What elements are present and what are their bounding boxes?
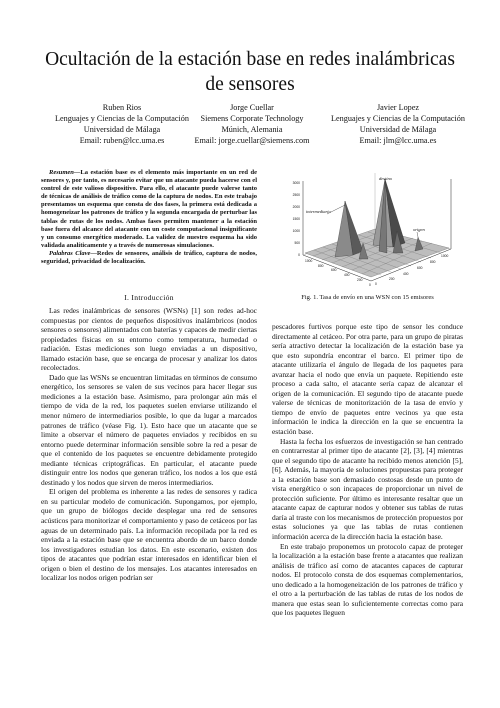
x-tick: 0 [369, 283, 371, 287]
y-tick: 600 [417, 266, 423, 270]
figure-traffic-surface [275, 171, 463, 287]
paper-title: Ocultación de la estación base en redes inalámbricas de sensores [45, 49, 455, 95]
x-tick: 800 [318, 264, 324, 268]
keywords-paragraph [41, 250, 257, 266]
paragraph: Hasta la fecha los esfuerzos de investigación se han centrado en contrarrestar al primer tipo de atacante [2], [3], [4] mientras que el segundo tipo de atacante ha recibido menos atención [5], [6]. Además, la mayoría de soluciones propuestas para proteger a la estación base son demasiado costosas desde un punto de vista energético o son incapaces de proporcionar un nivel de protección suficiente. Por último es interesante resaltar que un atacante capaz de capturar nodos y obtener sus tablas de rutas daría al traste con los mecanismos de protección propuestos por estas soluciones ya que las tablas de rutas contienen información acerca de la dirección hacia la estación base. [272, 436, 463, 542]
x-tick: 400 [344, 273, 350, 277]
author-org: Múnich, Alemania [221, 125, 283, 134]
author-affiliation: Siemens Corporate Technology [200, 114, 304, 123]
z-tick: 500 [294, 241, 300, 245]
paragraph: El origen del problema es inherente a las redes de sensores y radica en su particular modelo de comunicación. Supongamos, por ejemplo, que un grupo de biólogos decide desplegar una red de sensores acústicos para monitorizar el comportamiento y paso de cetáceos por las aguas de un determinado país. La información recopilada por la red es enviada a la estación base que se encuentra abordo de un barco donde los investigadores estudian los datos. En este escenario, existen dos tipos de atacantes que podrían estar interesados en identificar bien el origen o bien el destino de los mensajes. Los atacantes interesados en localizar los nodos origen podrían ser [41, 487, 257, 583]
author-org: Universidad de Málaga [359, 125, 437, 134]
abstract [41, 169, 257, 266]
author-name: Jorge Cuellar [230, 103, 274, 112]
author-email: Email: jorge.cuellar@siemens.com [194, 136, 310, 145]
x-tick: 1000 [305, 259, 313, 263]
author-name: Javier Lopez [376, 103, 420, 112]
paragraph: pescadores furtivos porque este tipo de sensor les conduce directamente al cetáceo. Por otra parte, para un grupo de piratas sería atractivo detectar la localización de la estación base ya que esto supondría encontrar el barco. El primer tipo de atacante utilizaría el ángulo de llegada de los paquetes para avanzar hacia el nodo que envía un paquete. Repitiendo este proceso a cada salto, el atacante sería capaz de alcanzar el origen de la comunicación. El segundo tipo de atacante puede valerse de técnicas de monitorización de la tasa de envío y tiempo de envío de paquetes entre vecinos ya que esta información le indica la dirección en la que se encuentra la estación base. [272, 322, 463, 437]
section-heading: I. Introducción [124, 293, 174, 302]
author-org: Universidad de Málaga [83, 125, 161, 134]
left-column [41, 306, 257, 583]
y-tick: 200 [389, 277, 395, 281]
label-origen: origen [413, 227, 425, 232]
author-affiliation: Lenguajes y Ciencias de la Computación [55, 114, 189, 123]
y-tick: 1000 [441, 254, 449, 258]
surface-plot [275, 171, 463, 287]
y-tick: 0 [375, 282, 377, 286]
x-tick: 200 [357, 278, 363, 282]
right-column [272, 322, 463, 618]
z-tick: 2500 [292, 193, 300, 197]
figure-caption: Fig. 1. Tasa de envío en una WSN con 15 emisores [301, 294, 434, 301]
keywords-label: Palabras Clave [49, 249, 91, 257]
keywords-text: —Redes de sensores, análisis de tráfico, captura de nodos, seguridad, privacidad de localización. [41, 249, 257, 266]
author-block-cuellar [187, 102, 317, 146]
z-tick: 1500 [292, 217, 300, 221]
paragraph: Las redes inalámbricas de sensores (WSNs) [1] son redes ad-hoc compuestas por cientos de pequeños dispositivos inalámbricos (nodos sensores o sensores) alimentados con baterías y capaces de medir ciertas propiedades físicas en su entorno como temperatura, humedad o radiación. Estas mediciones son luego enviadas a un dispositivo, llamado estación base, que se encarga de procesar y analizar los datos recolectados. [41, 306, 257, 373]
z-tick: 0 [298, 253, 300, 257]
y-tick: 800 [430, 260, 436, 264]
author-name: Ruben Rios [102, 103, 142, 112]
author-block-rios [42, 102, 202, 146]
paragraph: En este trabajo proponemos un protocolo capaz de proteger la localización a la estación base frente a atacantes que realizan análisis de tráfico así como de atacantes capaces de capturar nodos. El protocolo consta de dos esquemas complementarios, uno dedicado a la homogeneización de los patrones de tráfico y el otro a la perturbación de las tablas de rutas de los nodos de manera que estas sean lo suficientemente correctas como para que los paquetes lleguen [272, 541, 463, 618]
z-tick: 2000 [292, 205, 300, 209]
abstract-text: La estación base es el elemento más importante en un red de sensores y, por tanto, es necesario evitar que un atacante pueda hacerse con el control de este valioso dispositivo. Para ello, el atacante puede valerse tanto de técnicas de análisis de tráfico como de la captura de nodos. En este trabajo presentamos un esquema que consta de dos fases, la primera está dedicada a homogeneizar los patrones de tráfico y la segunda encargada de perturbar las tablas de rutas de los nodos. Ambas fases permiten mantener a la estación base fuera del alcance del atacante con un coste computacional insignificante y un consumo energético moderado. La validez de nuestro esquema ha sido validada analíticamente y a través de numerosas simulaciones. [41, 169, 257, 249]
author-block-lopez [318, 102, 478, 146]
x-tick: 600 [331, 268, 337, 272]
label-destino: destino [379, 176, 392, 181]
z-tick: 1000 [292, 229, 300, 233]
abstract-label: Resumen— [49, 169, 81, 176]
paragraph: Dado que las WSNs se encuentran limitadas en términos de consumo energético, los sensores se valen de sus vecinos para hacer llegar sus mediciones a la estación base. Asimismo, para prolongar aún más el tiempo de vida de la red, los paquetes suelen enviarse utilizando el menor número de intermediarios posible, lo que da lugar a marcados patrones de tráfico (véase Fig. 1). Esto hace que un atacante que se limite a observar el número de paquetes enviados y recibidos en su entorno puede determinar información sensible sobre la red a pesar de que el contenido de los paquetes se encuentre debidamente protegido mediante técnicas criptográficas. En particular, el atacante puede distinguir entre los nodos que generan tráfico, los nodos a los que está destinado y los nodos que sirven de meros intermediarios. [41, 372, 257, 487]
author-email: Email: ruben@lcc.uma.es [79, 136, 165, 145]
label-intermediario: intermediario [306, 209, 331, 214]
author-email: Email: jlm@lcc.uma.es [359, 136, 437, 145]
abstract-paragraph [41, 169, 257, 250]
author-affiliation: Lenguajes y Ciencias de la Computación [331, 114, 465, 123]
y-tick: 400 [403, 272, 409, 276]
z-tick: 3000 [292, 181, 300, 185]
